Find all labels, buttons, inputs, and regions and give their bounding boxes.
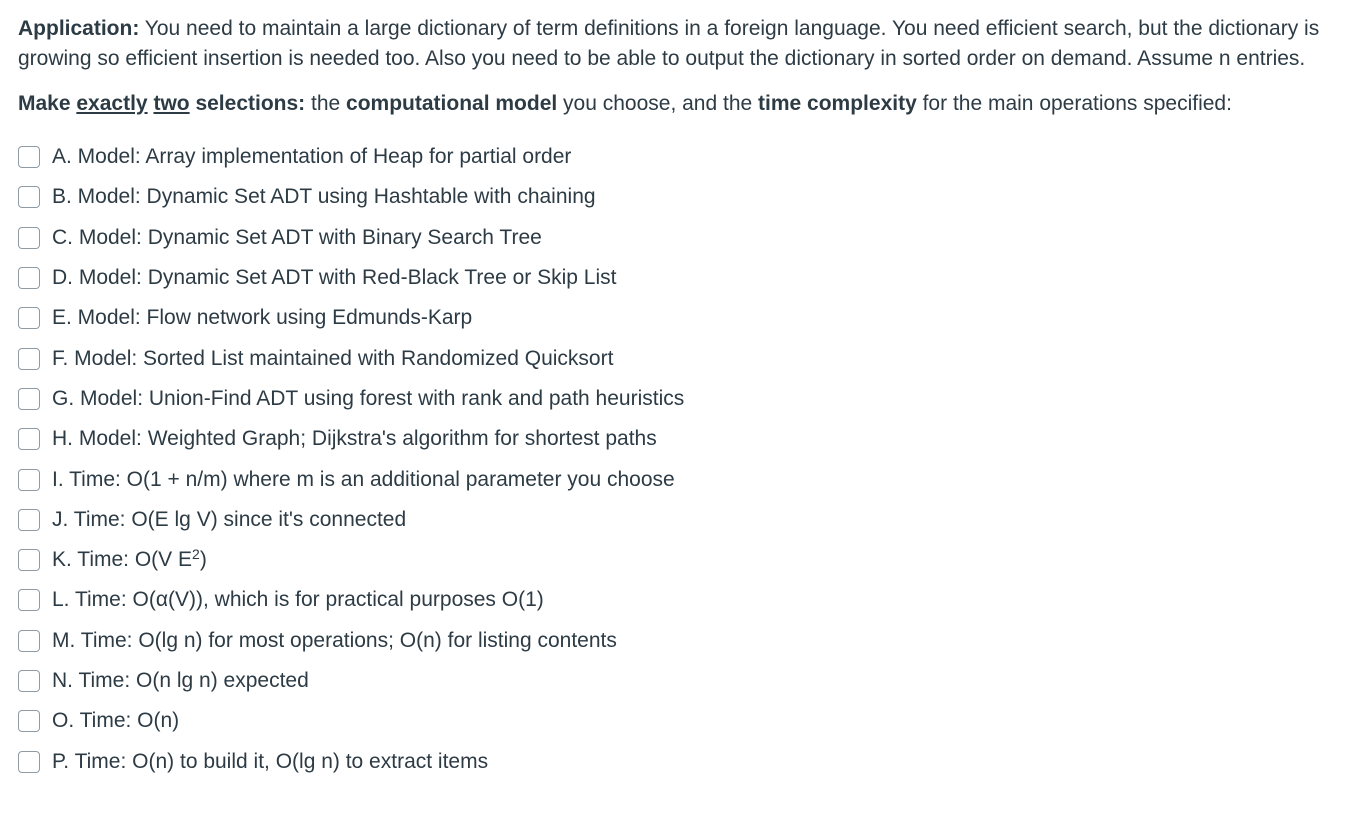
- option-j[interactable]: [18, 500, 1330, 540]
- option-e[interactable]: [18, 298, 1330, 338]
- option-e-label[interactable]: E. Model: Flow network using Edmunds-Karp: [52, 306, 473, 330]
- option-h-checkbox[interactable]: [18, 428, 40, 450]
- option-d[interactable]: [18, 258, 1330, 298]
- application-paragraph: [18, 14, 1330, 74]
- option-e-checkbox[interactable]: [18, 307, 40, 329]
- option-l-checkbox[interactable]: [18, 589, 40, 611]
- option-d-checkbox[interactable]: [18, 267, 40, 289]
- option-i-checkbox[interactable]: [18, 469, 40, 491]
- option-m-checkbox[interactable]: [18, 630, 40, 652]
- option-m[interactable]: [18, 621, 1330, 661]
- instruction-mid: you choose, and the: [557, 92, 759, 115]
- option-i[interactable]: [18, 459, 1330, 499]
- option-k-text: K. Time: O(V E: [52, 548, 193, 572]
- instruction-selections: selections:: [189, 92, 306, 115]
- option-f-label[interactable]: F. Model: Sorted List maintained with Randomized Quicksort: [52, 346, 614, 370]
- option-g[interactable]: [18, 379, 1330, 419]
- option-o-checkbox[interactable]: [18, 710, 40, 732]
- option-h-label[interactable]: H. Model: Weighted Graph; Dijkstra's algorithm for shortest paths: [52, 427, 657, 451]
- option-g-label[interactable]: G. Model: Union-Find ADT using forest with rank and path heuristics: [52, 386, 685, 410]
- option-l[interactable]: [18, 580, 1330, 620]
- option-p-checkbox[interactable]: [18, 751, 40, 773]
- option-j-checkbox[interactable]: [18, 509, 40, 531]
- option-n[interactable]: [18, 661, 1330, 701]
- option-g-checkbox[interactable]: [18, 388, 40, 410]
- option-k[interactable]: [18, 540, 1330, 580]
- option-c-checkbox[interactable]: [18, 227, 40, 249]
- instruction-paragraph: [18, 89, 1330, 119]
- answer-options: [18, 137, 1330, 782]
- instruction-exactly: exactly: [76, 92, 148, 115]
- option-k-label[interactable]: [52, 546, 207, 574]
- application-label: Application:: [18, 17, 140, 40]
- option-b[interactable]: [18, 177, 1330, 217]
- instruction-the: the: [305, 92, 347, 115]
- option-b-label[interactable]: B. Model: Dynamic Set ADT using Hashtable with chaining: [52, 185, 596, 209]
- option-n-label[interactable]: N. Time: O(n lg n) expected: [52, 669, 309, 692]
- option-h[interactable]: [18, 419, 1330, 459]
- option-k-close: ): [199, 548, 207, 572]
- option-p[interactable]: [18, 741, 1330, 781]
- option-a[interactable]: [18, 137, 1330, 177]
- instruction-end: for the main operations specified:: [916, 92, 1232, 115]
- option-d-label[interactable]: D. Model: Dynamic Set ADT with Red-Black Tree or Skip List: [52, 266, 617, 290]
- option-a-label[interactable]: A. Model: Array implementation of Heap for partial order: [52, 145, 572, 169]
- option-a-checkbox[interactable]: [18, 146, 40, 168]
- option-o[interactable]: [18, 701, 1330, 741]
- option-p-label[interactable]: P. Time: O(n) to build it, O(lg n) to extract items: [52, 749, 489, 773]
- instruction-make: Make: [18, 92, 77, 115]
- application-text: You need to maintain a large dictionary of term definitions in a foreign language. You need efficient search, but the dictionary is growing so efficient insertion is needed too. Also you need to be able to output the dictionary in sorted order on demand. Assume n entries.: [18, 17, 1320, 70]
- option-i-label[interactable]: I. Time: O(1 + n/m) where m is an additional parameter you choose: [52, 467, 675, 491]
- option-k-checkbox[interactable]: [18, 549, 40, 571]
- option-f-checkbox[interactable]: [18, 348, 40, 370]
- instruction-two: two: [153, 92, 190, 115]
- instruction-model: computational model: [346, 92, 558, 115]
- option-c-label[interactable]: C. Model: Dynamic Set ADT with Binary Search Tree: [52, 225, 542, 249]
- option-f[interactable]: [18, 338, 1330, 378]
- option-m-label[interactable]: M. Time: O(lg n) for most operations; O(n) for listing contents: [52, 628, 617, 652]
- option-b-checkbox[interactable]: [18, 186, 40, 208]
- option-l-label[interactable]: L. Time: O(α(V)), which is for practical purposes O(1): [52, 588, 544, 612]
- option-n-checkbox[interactable]: [18, 670, 40, 692]
- instruction-time: time complexity: [758, 92, 917, 115]
- option-j-label[interactable]: J. Time: O(E lg V) since it's connected: [52, 507, 407, 531]
- option-o-label[interactable]: O. Time: O(n): [52, 709, 180, 733]
- option-k-superscript: 2: [192, 546, 200, 563]
- option-c[interactable]: [18, 218, 1330, 258]
